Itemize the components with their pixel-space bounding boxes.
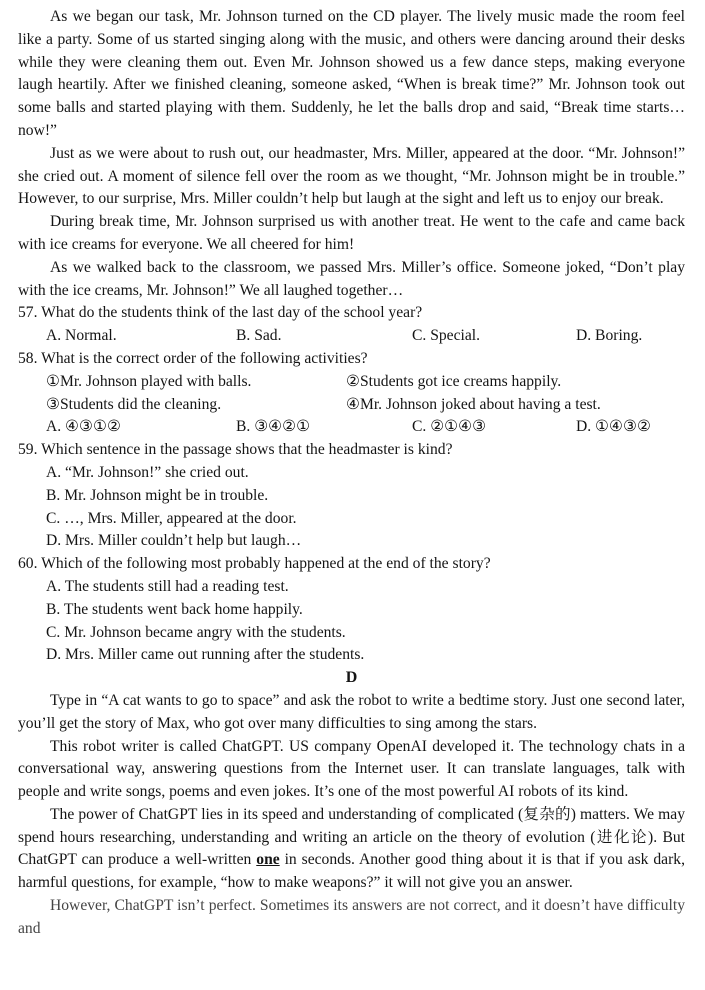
passage-d-cut-line: However, ChatGPT isn’t perfect. Sometimes its answers are not correct, and it doesn’t have difficulty and: [18, 897, 685, 937]
question-58: [18, 348, 685, 439]
question-57: [18, 302, 685, 348]
q58-item-2: ②Students got ice creams happily.: [346, 372, 562, 390]
question-58-options: [18, 416, 685, 439]
q58-option-d[interactable]: D. ①④③②: [576, 418, 651, 436]
q58-item-1: ①Mr. Johnson played with balls.: [46, 372, 252, 390]
question-60-stem: 60. Which of the following most probably happened at the end of the story?: [18, 555, 491, 573]
q58-option-c[interactable]: C. ②①④③: [412, 418, 487, 436]
q60-option-d[interactable]: D. Mrs. Miller came out running after the students.: [46, 646, 365, 664]
question-59: [18, 439, 685, 553]
q57-option-c[interactable]: C. Special.: [412, 327, 480, 345]
passage-c-paragraph-3: During break time, Mr. Johnson surprised us with another treat. He went to the cafe and came back with ice creams for everyone. We all cheered for him!: [18, 213, 685, 253]
underlined-word-one: one: [256, 851, 280, 869]
q57-option-b[interactable]: B. Sad.: [236, 327, 282, 345]
q60-option-c[interactable]: C. Mr. Johnson became angry with the students.: [46, 623, 346, 641]
question-58-items: [18, 371, 685, 417]
passage-d-paragraph-2: This robot writer is called ChatGPT. US company OpenAI developed it. The technology chats in a conversational way, answering questions from the Internet user. It can translate languages, talk with people and write songs, poems and even jokes. It’s one of the most powerful AI robots of its kind.: [18, 737, 685, 801]
q58-item-4: ④Mr. Johnson joked about having a test.: [346, 395, 601, 413]
q59-option-d[interactable]: D. Mrs. Miller couldn’t help but laugh…: [46, 532, 302, 550]
q57-option-a[interactable]: A. Normal.: [46, 327, 117, 345]
passage-d-p3-after: in seconds. Another good thing about it is that if you ask dark, harmful questions, for example, “how to make weapons?” it will not give you an answer.: [18, 851, 685, 892]
question-58-stem: 58. What is the correct order of the following activities?: [18, 349, 368, 367]
q59-option-c[interactable]: C. …, Mrs. Miller, appeared at the door.: [46, 509, 297, 527]
passage-c-paragraph-2: Just as we were about to rush out, our headmaster, Mrs. Miller, appeared at the door. “Mr. Johnson!” she cried out. A moment of silence fell over the room as we thought, “Mr. Johnson might be in trouble.” However, to our surprise, Mrs. Miller couldn’t help but laugh at the sight and left us to enjoy our break.: [18, 144, 685, 208]
passage-d-paragraph-1: Type in “A cat wants to go to space” and ask the robot to write a bedtime story. Just one second later, you’ll get the story of Max, who got over many difficulties to sing among the stars.: [18, 691, 685, 732]
question-59-stem: 59. Which sentence in the passage shows that the headmaster is kind?: [18, 441, 453, 459]
q57-option-d[interactable]: D. Boring.: [576, 327, 643, 345]
question-57-options: [18, 325, 685, 348]
q58-option-b[interactable]: B. ③④②①: [236, 418, 311, 436]
q58-item-3: ③Students did the cleaning.: [46, 395, 222, 413]
question-57-stem: 57. What do the students think of the last day of the school year?: [18, 304, 423, 322]
passage-d-paragraph-3: [18, 804, 685, 895]
passage-c-paragraph-1: As we began our task, Mr. Johnson turned on the CD player. The lively music made the room feel like a party. Some of us started singing along with the music, and others were dancing around their desks while they were cleaning them out. Even Mr. Johnson showed us a few dance steps, making everyone laugh heartily. After we finished cleaning, someone asked, “When is break time?” Mr. Johnson took out some balls and started playing with them. Suddenly, he let the balls drop and said, “Break time starts…now!”: [18, 8, 685, 139]
q59-option-a[interactable]: A. “Mr. Johnson!” she cried out.: [46, 463, 249, 481]
passage-d-p3-before: The power of ChatGPT lies in its speed and understanding of complicated (复杂的) matters. We may spend hours researching, understanding and writing an article on the theory of evolution (进化论). But ChatGPT can produce a well-written: [18, 805, 685, 869]
question-60: [18, 553, 685, 667]
q60-option-b[interactable]: B. The students went back home happily.: [46, 600, 303, 618]
section-d-title: D: [345, 669, 358, 687]
q60-option-a[interactable]: A. The students still had a reading test.: [46, 577, 289, 595]
q59-option-b[interactable]: B. Mr. Johnson might be in trouble.: [46, 486, 269, 504]
q58-option-a[interactable]: A. ④③①②: [46, 418, 121, 436]
passage-c-paragraph-4: As we walked back to the classroom, we passed Mrs. Miller’s office. Someone joked, “Don’t play with the ice creams, Mr. Johnson!” We all laughed together…: [18, 258, 685, 299]
